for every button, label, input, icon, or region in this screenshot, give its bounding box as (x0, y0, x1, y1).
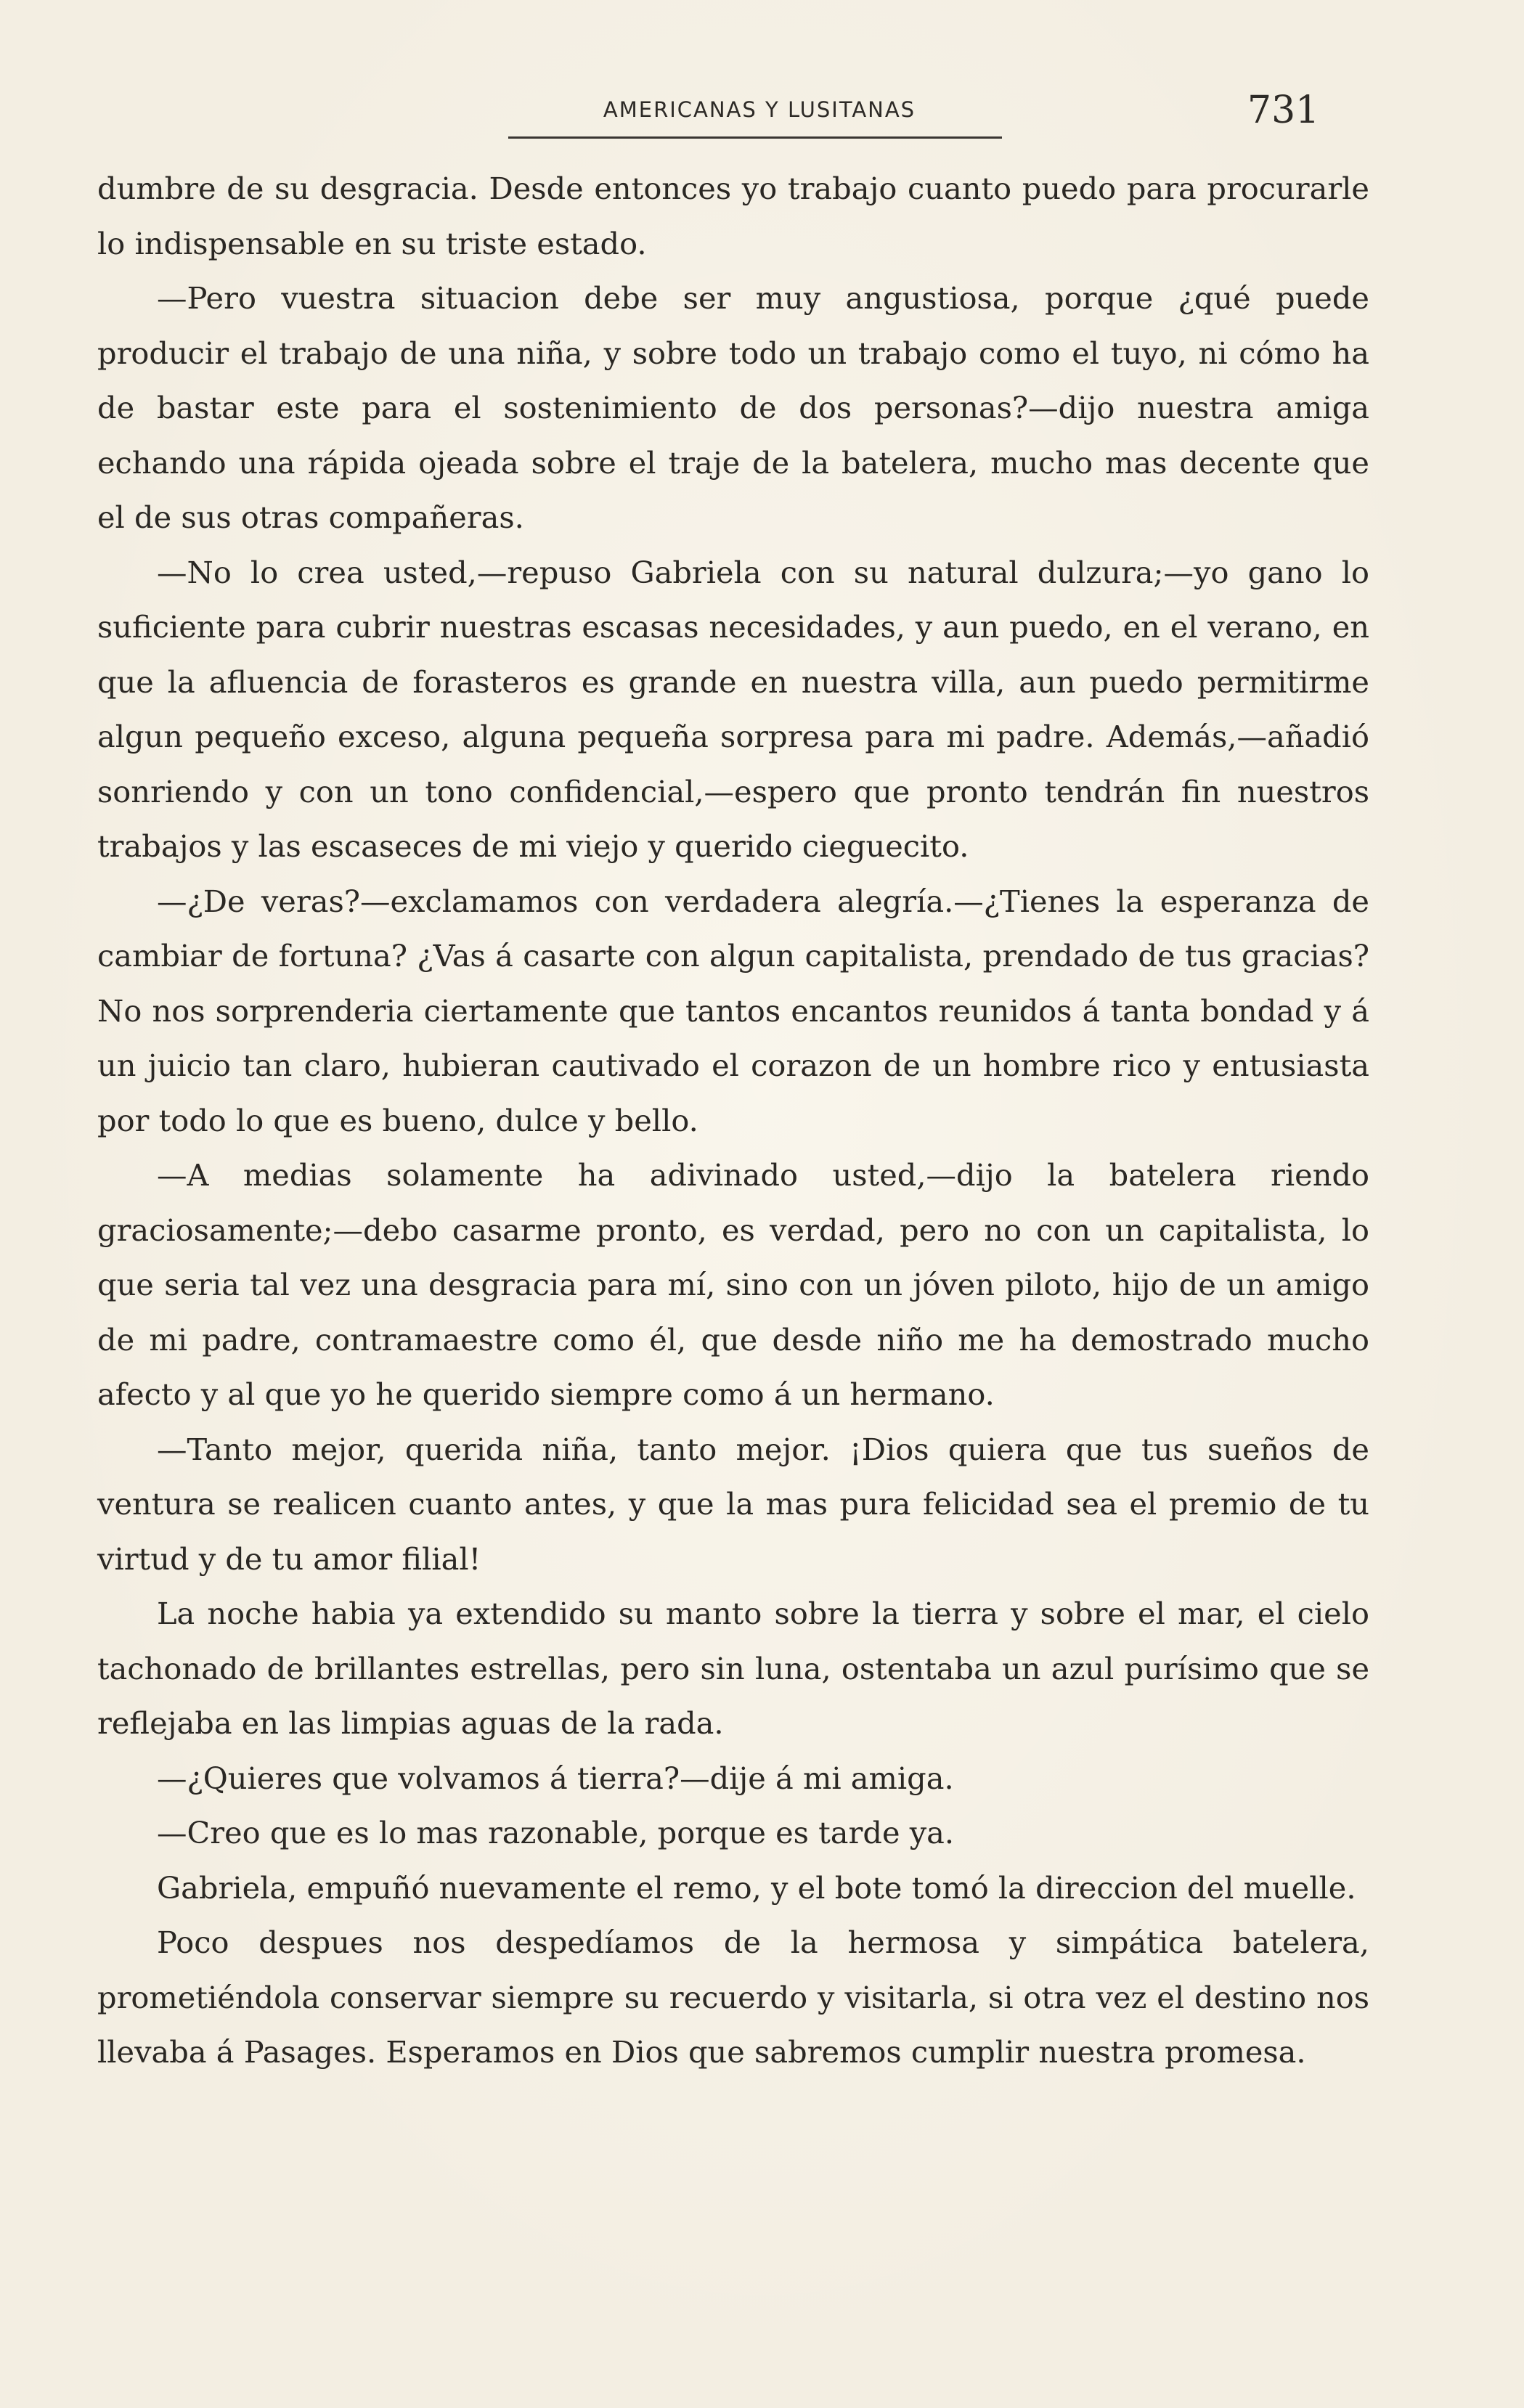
header-rule (508, 136, 1002, 139)
paragraph-dialogue: —Creo que es lo mas razonable, porque es tarde ya. (157, 1815, 955, 1850)
page-header (0, 89, 1524, 151)
paragraph-dialogue: —Tanto mejor, querida niña, tanto mejor. ¡Dios quiera que tus sueños de ventura se realicen cuanto antes, y que la mas pura felicidad sea el premio de tu virtud y de tu amor filial! (97, 1431, 1369, 1577)
paragraph-dialogue: —No lo crea usted,—repuso Gabriela con su natural dulzura;—yo gano lo suficiente para cubrir nuestras escasas necesidades, y aun puedo, en el verano, en que la afluencia de forasteros es grande en nuestra villa, aun puedo permitirme algun pequeño exceso, alguna pequeña sorpresa para mi padre. Además,—añadió sonriendo y con un tono confidencial,—espero que pronto tendrán fin nuestros trabajos y las escaseces de mi viejo y querido cieguecito. (97, 554, 1369, 864)
paragraph-dialogue: —Pero vuestra situacion debe ser muy angustiosa, porque ¿qué puede producir el trabajo de una niña, y sobre todo un trabajo como el tuyo, ni cómo ha de bastar este para el sostenimiento de dos personas?—dijo nuestra amiga echando una rápida ojeada sobre el traje de la batelera, mucho mas decente que el de sus otras compañeras. (97, 280, 1369, 535)
paragraph-narration: La noche habia ya extendido su manto sobre la tierra y sobre el mar, el cielo tachonado de brillantes estrellas, pero sin luna, ostentaba un azul purísimo que se reflejaba en las limpias aguas de la rada. (97, 1596, 1369, 1741)
page-number: 731 (1247, 89, 1320, 132)
paragraph-narration: Poco despues nos despedíamos de la hermosa y simpática batelera, prometiéndola conservar siempre su recuerdo y visitarla, si otra vez el destino nos llevaba á Pasages. Esperamos en Dios que sabremos cumplir nuestra promesa. (97, 1925, 1369, 2070)
running-title: AMERICANAS Y LUSITANAS (603, 97, 916, 122)
paragraph-dialogue: —A medias solamente ha adivinado usted,—dijo la batelera riendo graciosamente;—debo casarme pronto, es verdad, pero no con un capitalista, lo que seria tal vez una desgracia para mí, sino con un jóven piloto, hijo de un amigo de mi padre, contramaestre como él, que desde niño me ha demostrado mucho afecto y al que yo he querido siempre como á un hermano. (97, 1157, 1369, 1412)
paragraph-narration: Gabriela, empuñó nuevamente el remo, y el bote tomó la direccion del muelle. (157, 1869, 1356, 1906)
body-text (97, 161, 1369, 2080)
paragraph-dialogue: —¿De veras?—exclamamos con verdadera alegría.—¿Tienes la esperanza de cambiar de fortuna? ¿Vas á casarte con algun capitalista, prendado de tus gracias? No nos sorprenderia ciertamente que tantos encantos reunidos á tanta bondad y á un juicio tan claro, hubieran cautivado el corazon de un hombre rico y entusiasta por todo lo que es bueno, dulce y bello. (97, 883, 1369, 1138)
paragraph-dialogue: —¿Quieres que volvamos á tierra?—dije á mi amiga. (157, 1760, 954, 1796)
paragraph-continued: dumbre de su desgracia. Desde entonces yo trabajo cuanto puedo para procurarle lo indispensable en su triste estado. (97, 171, 1369, 261)
